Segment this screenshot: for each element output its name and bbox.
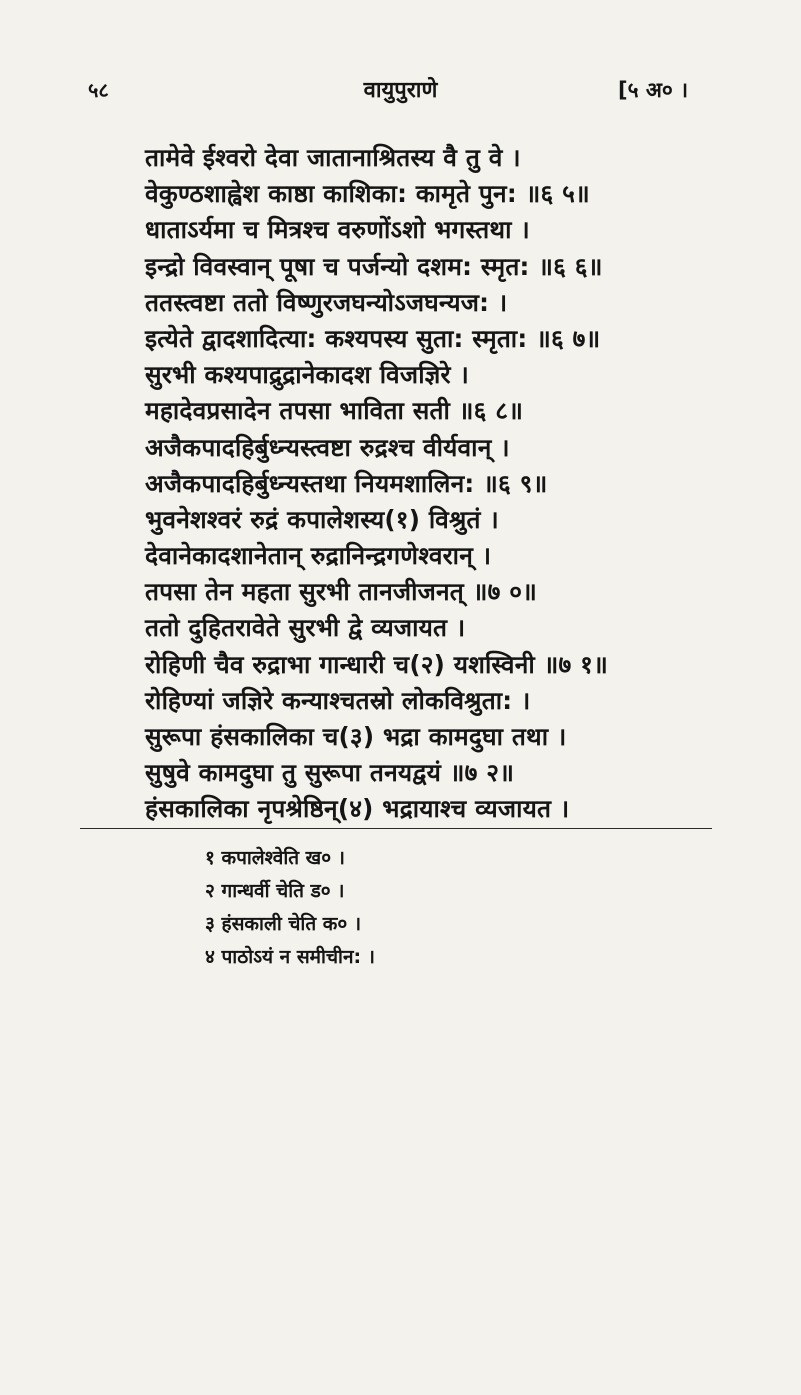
page-number: ५८ (88, 78, 109, 102)
verse-line: इत्येते द्वादशादित्या: कश्यपस्य सुता: स्मृता: ॥६ ७॥ (145, 323, 601, 353)
verse-line: वेकुण्ठशाह्वेश काष्ठा काशिका: कामृते पुन: ॥६ ५॥ (145, 179, 590, 209)
running-title: वायुपुराणे (363, 78, 438, 103)
verse-line: ततो दुहितरावेते सुरभी द्वे व्यजायत । (145, 613, 466, 643)
footnote-divider (80, 828, 712, 829)
footnote: १ कपालेश्वेति ख० । (205, 847, 345, 869)
verse-line: रोहिणी चैव रुद्राभा गान्धारी च(२) यशस्विनी ॥७ १॥ (145, 649, 608, 679)
verse-line: धाताऽर्यमा च मित्रश्च वरुणोंऽशो भगस्तथा । (145, 215, 530, 245)
footnotes (205, 842, 725, 974)
footnote: ४ पाठोऽयं न समीचीन: । (205, 946, 375, 968)
verse-line: तपसा तेन महता सुरभी तानजीजनत् ॥७ ०॥ (145, 577, 538, 607)
verse-line: सुषुवे कामदुघा तु सुरूपा तनयद्वयं ॥७ २॥ (145, 758, 515, 788)
verse-block (145, 140, 785, 828)
verse-line: महादेवप्रसादेन तपसा भाविता सती ॥६ ८॥ (145, 396, 524, 426)
chapter-marker: [५ अ० । (618, 78, 689, 102)
page-header (0, 70, 801, 110)
verse-line: सुरूपा हंसकालिका च(३) भद्रा कामदुघा तथा । (145, 722, 567, 751)
verse-line: भुवनेशश्वरं रुद्रं कपालेशस्य(१) विश्रुतं । (145, 504, 499, 534)
footnote: २ गान्धर्वी चेति ड० । (205, 880, 345, 902)
verse-line: रोहिण्यां जज्ञिरे कन्याश्चतस्रो लोकविश्रुता: । (145, 685, 531, 715)
footnote: ३ हंसकाली चेति क० । (205, 913, 362, 935)
verse-line: देवानेकादशानेतान् रुद्रानिन्द्रगणेश्वरान् । (145, 541, 492, 571)
verse-line: तामेवे ईश्वरो देवा जातानाश्रितस्य वै तु वे । (145, 143, 521, 172)
verse-line: ततस्त्वष्टा ततो विष्णुरजघन्योऽजघन्यज: । (145, 287, 508, 317)
verse-line: अजैकपादहिर्बुध्न्यस्त्वष्टा रुद्रश्च वीर्यवान् । (145, 432, 510, 462)
verse-line: इन्द्रो विवस्वान् पूषा च पर्जन्यो दशम: स्मृत: ॥६ ६॥ (145, 251, 603, 281)
verse-line: सुरभी कश्यपाद्रुद्रानेकादश विजज्ञिरे । (145, 360, 469, 390)
verse-line: अजैकपादहिर्बुध्न्यस्तथा नियमशालिन: ॥६ ९॥ (145, 468, 548, 498)
verse-line: हंसकालिका नृपश्रेष्ठिन्(४) भद्रायाश्च व्यजायत । (145, 794, 570, 824)
